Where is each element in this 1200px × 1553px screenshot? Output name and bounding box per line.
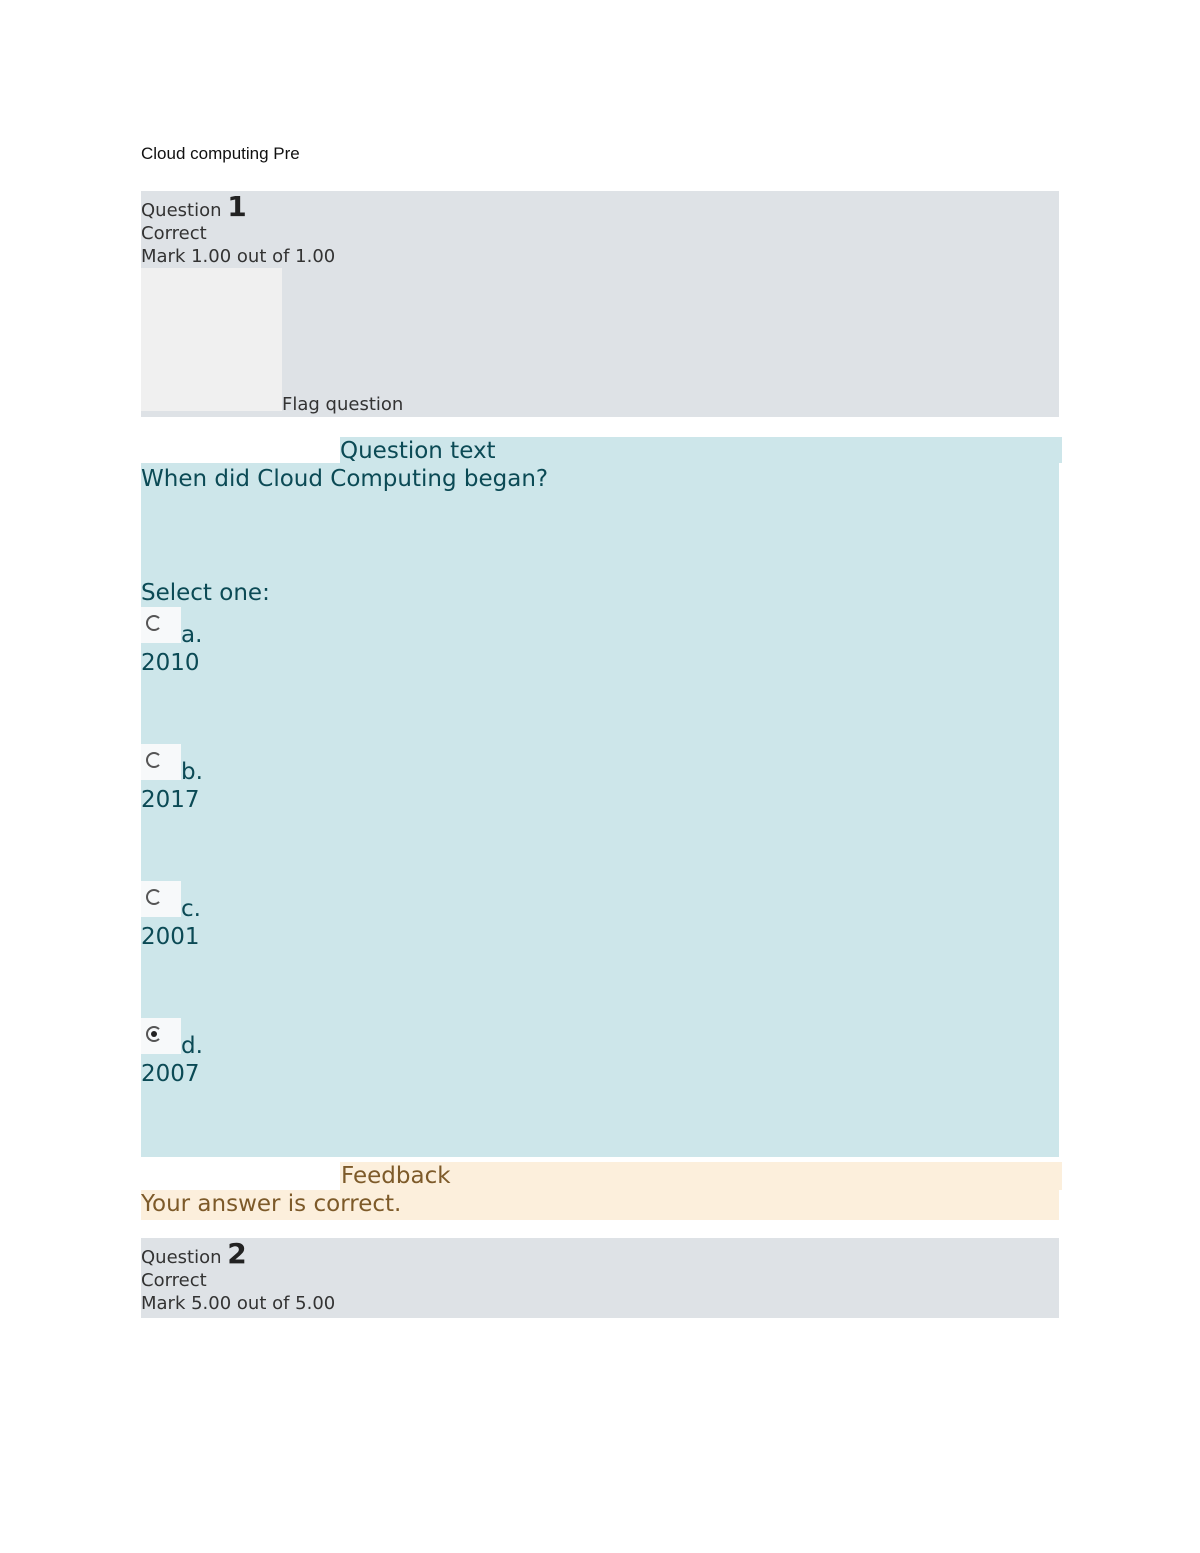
option-value: 2010 (141, 650, 200, 676)
radio-container[interactable] (141, 744, 181, 780)
option-letter: c. (181, 896, 201, 922)
flag-question-link[interactable]: Flag question (282, 394, 404, 415)
option-letter: d. (181, 1033, 203, 1059)
option-value: 2017 (141, 787, 200, 813)
option-value: 2001 (141, 924, 200, 950)
question-info (141, 191, 1059, 417)
feedback-heading-spacer (141, 1162, 340, 1190)
question-info (141, 1238, 1059, 1318)
question-content (141, 437, 1059, 1157)
feedback-heading-edge (1059, 1162, 1062, 1190)
option-letter: b. (181, 759, 203, 785)
option-letter: a. (181, 622, 203, 648)
flag-icon[interactable] (141, 268, 282, 411)
radio-container[interactable] (141, 881, 181, 917)
question-label: Question (141, 200, 222, 221)
question-state: Correct (141, 1270, 207, 1291)
content-heading-spacer (141, 437, 340, 463)
radio-icon[interactable] (146, 752, 162, 768)
radio-checked-icon[interactable] (146, 1026, 162, 1042)
document-title: Cloud computing Pre (141, 144, 300, 163)
radio-container[interactable] (141, 607, 181, 643)
feedback-text: Your answer is correct. (141, 1191, 402, 1217)
option-value: 2007 (141, 1061, 200, 1087)
feedback-heading: Feedback (341, 1163, 451, 1189)
question-number-line (141, 1237, 1059, 1270)
question-mark: Mark 1.00 out of 1.00 (141, 246, 336, 267)
question-text-heading: Question text (340, 438, 496, 464)
radio-icon[interactable] (146, 889, 162, 905)
radio-icon[interactable] (146, 615, 162, 631)
question-number: 2 (227, 1237, 247, 1270)
question-state: Correct (141, 223, 207, 244)
question-label: Question (141, 1247, 222, 1268)
question-number: 1 (227, 190, 247, 223)
question-mark: Mark 5.00 out of 5.00 (141, 1293, 336, 1314)
question-feedback (141, 1162, 1059, 1220)
radio-container[interactable] (141, 1018, 181, 1054)
select-one-prompt: Select one: (141, 580, 270, 606)
content-heading-edge (1059, 437, 1062, 463)
question-text: When did Cloud Computing began? (141, 466, 549, 492)
question-number-line (141, 190, 1059, 223)
